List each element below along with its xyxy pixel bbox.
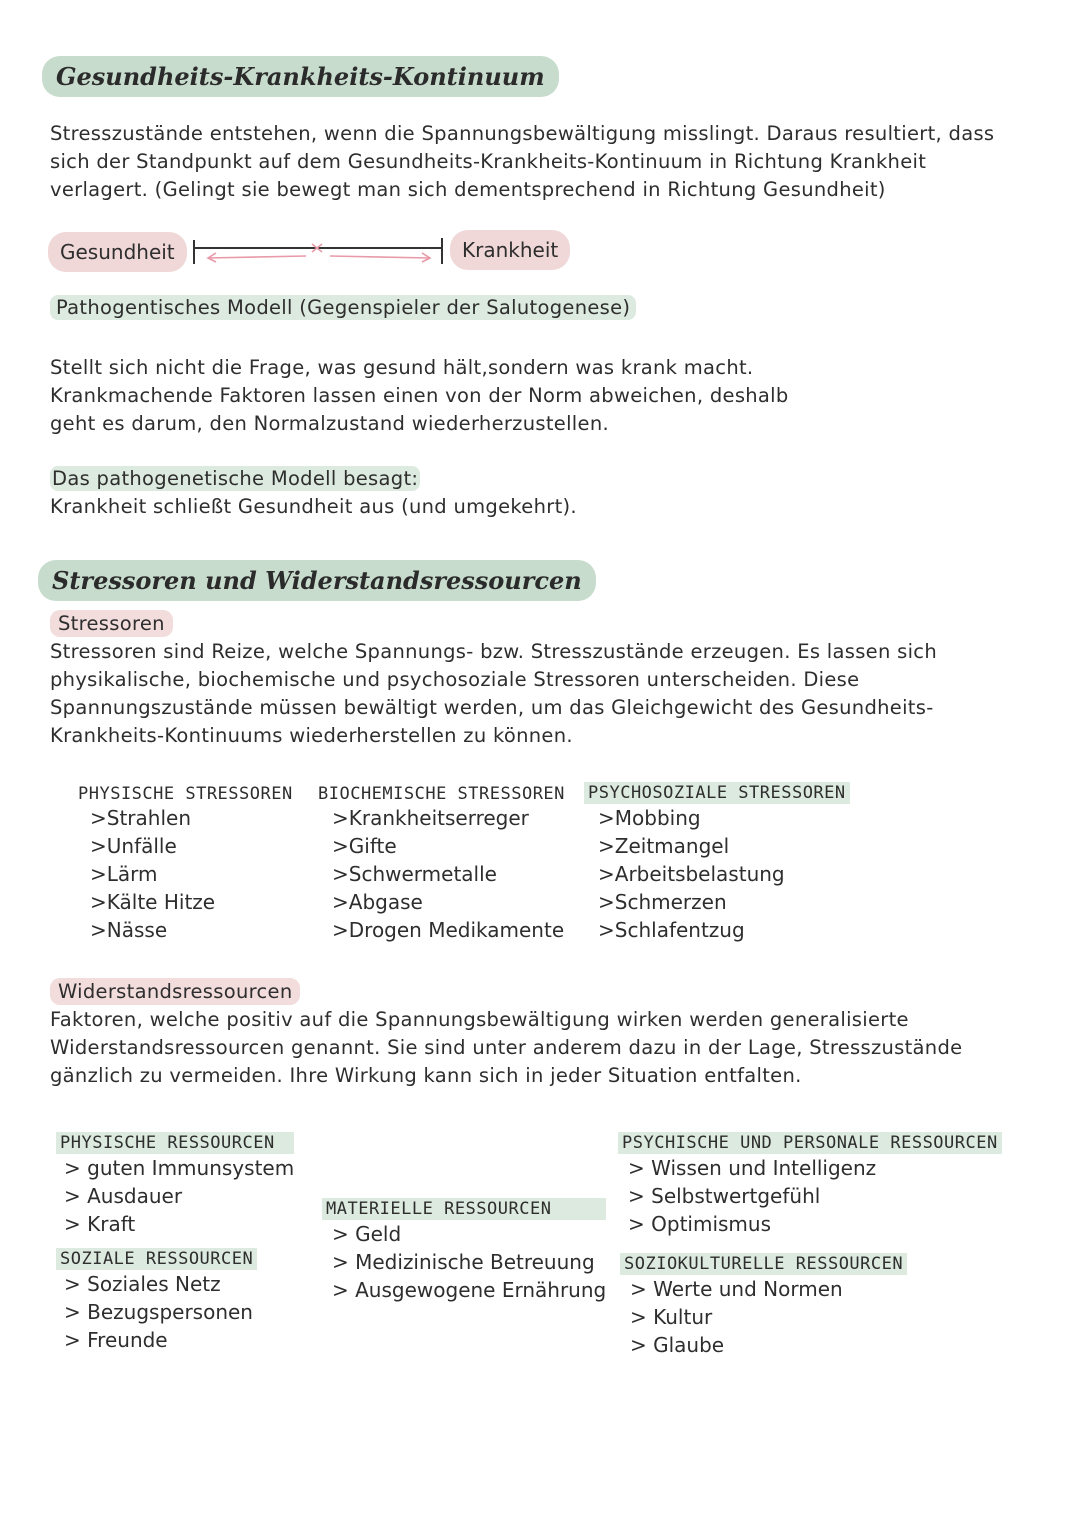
list-item: > Nässe: [90, 916, 293, 944]
text-line: gänzlich zu vermeiden. Ihre Wirkung kann sich in jeder Situation entfalten.: [50, 1064, 802, 1087]
list-item: > Schlafentzug: [598, 916, 850, 944]
text-line: geht es darum, den Normalzustand wiederherzustellen.: [50, 412, 609, 435]
column-heading: BIOCHEMISCHE STRESSOREN: [318, 784, 565, 804]
section-title-stressoren: Stressoren und Widerstandsressourcen: [38, 560, 596, 601]
list-item: > Arbeitsbelastung: [598, 860, 850, 888]
text-line: Krankheits-Kontinuums wiederherstellen zu können.: [50, 724, 573, 747]
continuum-paragraph: [50, 120, 1050, 204]
pill-krankheit: Krankheit: [450, 230, 570, 270]
stressor-column-psychosozial: [584, 782, 850, 944]
list-item: > Bezugspersonen: [64, 1298, 257, 1326]
pill-gesundheit: Gesundheit: [48, 232, 187, 272]
list-item: > Soziales Netz: [64, 1270, 257, 1298]
list-item: > Glaube: [630, 1331, 907, 1359]
text-line: Stressoren sind Reize, welche Spannungs- bzw. Stresszustände erzeugen. Es lassen sich: [50, 640, 937, 663]
stressor-column-physisch: [78, 784, 293, 944]
list-item: > Geld: [332, 1220, 606, 1248]
list-item: > Medizinische Betreuung: [332, 1248, 606, 1276]
model-heading-text: Pathogentisches Modell (Gegenspieler der Salutogenese): [50, 295, 636, 320]
column-heading: SOZIOKULTURELLE RESSOURCEN: [620, 1253, 907, 1275]
list-item: > Schmerzen: [598, 888, 850, 916]
text-line: Widerstandsressourcen genannt. Sie sind unter anderem dazu in der Lage, Stresszustände: [50, 1036, 963, 1059]
column-heading: PHYSISCHE RESSOURCEN: [56, 1132, 294, 1154]
ressource-physisch: [56, 1132, 294, 1238]
list-item: > Kraft: [64, 1210, 294, 1238]
ressourcen-paragraph: [50, 1006, 1060, 1090]
list-item: > Kälte Hitze: [90, 888, 293, 916]
statement-block: [50, 465, 950, 521]
ressource-psychisch: [618, 1132, 1002, 1238]
section-title-continuum: Gesundheits-Krankheits-Kontinuum: [42, 56, 559, 97]
statement-heading: Das pathogenetische Modell besagt:: [52, 467, 419, 490]
list-item: > guten Immunsystem: [64, 1154, 294, 1182]
list-item: > Optimismus: [628, 1210, 1002, 1238]
text-line: Stresszustände entstehen, wenn die Spannungsbewältigung misslingt. Daraus resultiert, dass: [50, 122, 995, 145]
text-line: sich der Standpunkt auf dem Gesundheits-Krankheits-Kontinuum in Richtung Krankheit: [50, 150, 927, 173]
list-item: > Unfälle: [90, 832, 293, 860]
list-item: > Werte und Normen: [630, 1275, 907, 1303]
text-line: Spannungszustände müssen bewältigt werden, um das Gleichgewicht des Gesundheits-: [50, 696, 934, 719]
stressoren-heading: [50, 610, 173, 638]
list-item: > Selbstwertgefühl: [628, 1182, 1002, 1210]
column-heading: PHYSISCHE STRESSOREN: [78, 784, 293, 804]
model-heading: [50, 294, 636, 322]
list-item: > Freunde: [64, 1326, 257, 1354]
list-item: > Ausgewogene Ernährung: [332, 1276, 606, 1304]
list-item: > Gifte: [332, 832, 565, 860]
ressource-materiell: [322, 1198, 606, 1304]
ressourcen-heading: [50, 978, 300, 1006]
text-line: Stellt sich nicht die Frage, was gesund hält,sondern was krank macht.: [50, 356, 754, 379]
list-item: > Abgase: [332, 888, 565, 916]
list-item: > Kultur: [630, 1303, 907, 1331]
ressource-soziokulturell: [620, 1253, 907, 1359]
list-item: > Zeitmangel: [598, 832, 850, 860]
statement-text: Krankheit schließt Gesundheit aus (und umgekehrt).: [50, 495, 577, 518]
text-line: Faktoren, welche positiv auf die Spannungsbewältigung wirken werden generalisierte: [50, 1008, 909, 1031]
model-paragraph: [50, 354, 950, 438]
continuum-diagram: [48, 230, 588, 274]
text-line: Krankmachende Faktoren lassen einen von der Norm abweichen, deshalb: [50, 384, 789, 407]
text-line: verlagert. (Gelingt sie bewegt man sich dementsprechend in Richtung Gesundheit): [50, 178, 886, 201]
stressoren-paragraph: [50, 638, 1050, 750]
stressor-column-biochemisch: [318, 784, 565, 944]
stressoren-heading-text: Stressoren: [50, 610, 173, 637]
list-item: > Lärm: [90, 860, 293, 888]
text-line: physikalische, biochemische und psychosoziale Stressoren unterscheiden. Diese: [50, 668, 860, 691]
ressource-sozial: [56, 1248, 257, 1354]
column-heading: PSYCHOSOZIALE STRESSOREN: [584, 782, 850, 804]
list-item: > Wissen und Intelligenz: [628, 1154, 1002, 1182]
column-heading: SOZIALE RESSOURCEN: [56, 1248, 257, 1270]
list-item: > Drogen Medikamente: [332, 916, 565, 944]
list-item: > Krankheitserreger: [332, 804, 565, 832]
ressourcen-heading-text: Widerstandsressourcen: [50, 978, 300, 1005]
column-heading: PSYCHISCHE UND PERSONALE RESSOURCEN: [618, 1132, 1002, 1154]
list-item: > Ausdauer: [64, 1182, 294, 1210]
list-item: > Schwermetalle: [332, 860, 565, 888]
continuum-line-icon: [188, 234, 448, 270]
column-heading: MATERIELLE RESSOURCEN: [322, 1198, 606, 1220]
list-item: > Strahlen: [90, 804, 293, 832]
list-item: > Mobbing: [598, 804, 850, 832]
